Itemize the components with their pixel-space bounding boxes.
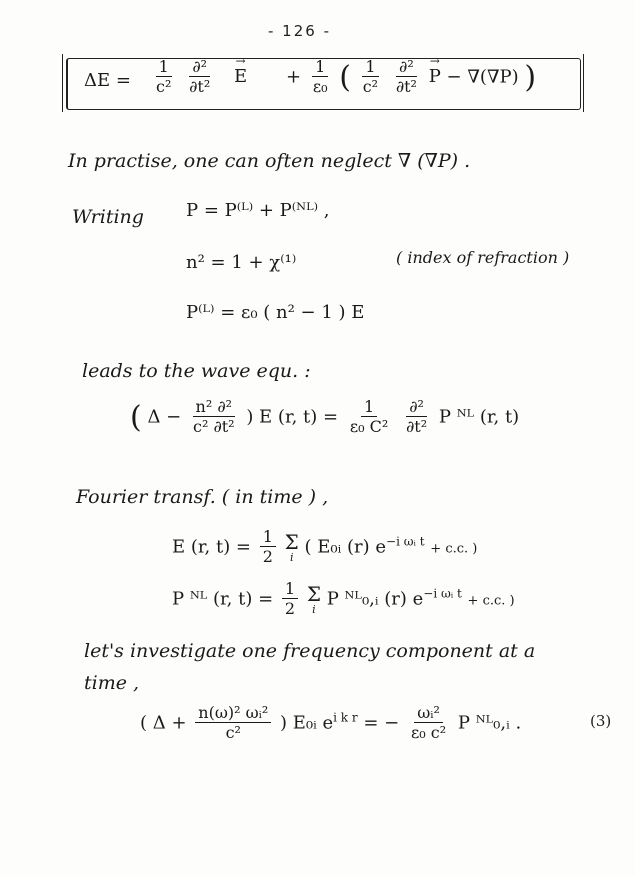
wave-equation: ( Δ − $\frac{\text{n² ∂²}}{\text{c² ∂t²}}$ ) E (r, t) = $\frac{1}{\text{ε₀ C²}}$ $\frac{\text{∂²}}{\text{∂t²}}$ P ᴺᴸ (r, t) [130,397,520,437]
final-equation: ( Δ + $\frac{\text{n(ω)² ωᵢ²}}{\text{c²}}$ ) E₀ᵢ $e^{i k r}$ = − $\frac{\text{ωᵢ²}}{\text{ε₀ c²}}$ P ᴺᴸ₀,ᵢ . [140,703,522,743]
neglect-sentence: In practise, one can often neglect ∇ (∇P) . [68,150,471,172]
writing-label: Writing [72,206,144,228]
fourier-E: E (r, t) = $\frac{1}{2}$ Σ i ( E₀ᵢ (r) $e^{-i \omega ᵢ t} + c.c$. ) [172,527,478,567]
equation-number: (3) [590,712,612,730]
page-number: - 126 - [268,22,331,40]
lets-line-2: time , [84,672,140,694]
fourier-label: Fourier transf. ( in time ) , [76,486,329,508]
wave-eq-label: leads to the wave equ. : [82,360,311,382]
box-frac2: + $\frac{1}{\text{ε₀}}$ ( $\frac{1}{\text{c²}}$ $\frac{\text{∂²}}{\text{∂t²}}$ → P − ∇(∇P) ) [286,58,536,97]
lets-line-1: let's investigate one frequency component at a [84,640,536,662]
linear-polarization: P⁽ᴸ⁾ = ε₀ ( n² − 1 ) E [186,302,365,323]
box-lhs: ΔE = [84,70,131,91]
box-frac1: $\frac{1}{\text{c²}}$ $\frac{\text{∂²}}{\text{∂t²}}$ → E [150,58,247,97]
index-note: ( index of refraction ) [396,248,570,267]
fourier-P: P ᴺᴸ (r, t) = $\frac{1}{2}$ Σ i P ᴺᴸ₀,ᵢ (r) $e^{-i \omega ᵢ t} + c.c$. ) [172,579,515,619]
polarization-split: P = P⁽ᴸ⁾ + P⁽ᴺᴸ⁾ , [186,200,330,221]
index-equation: n² = 1 + χ⁽¹⁾ [186,252,297,273]
